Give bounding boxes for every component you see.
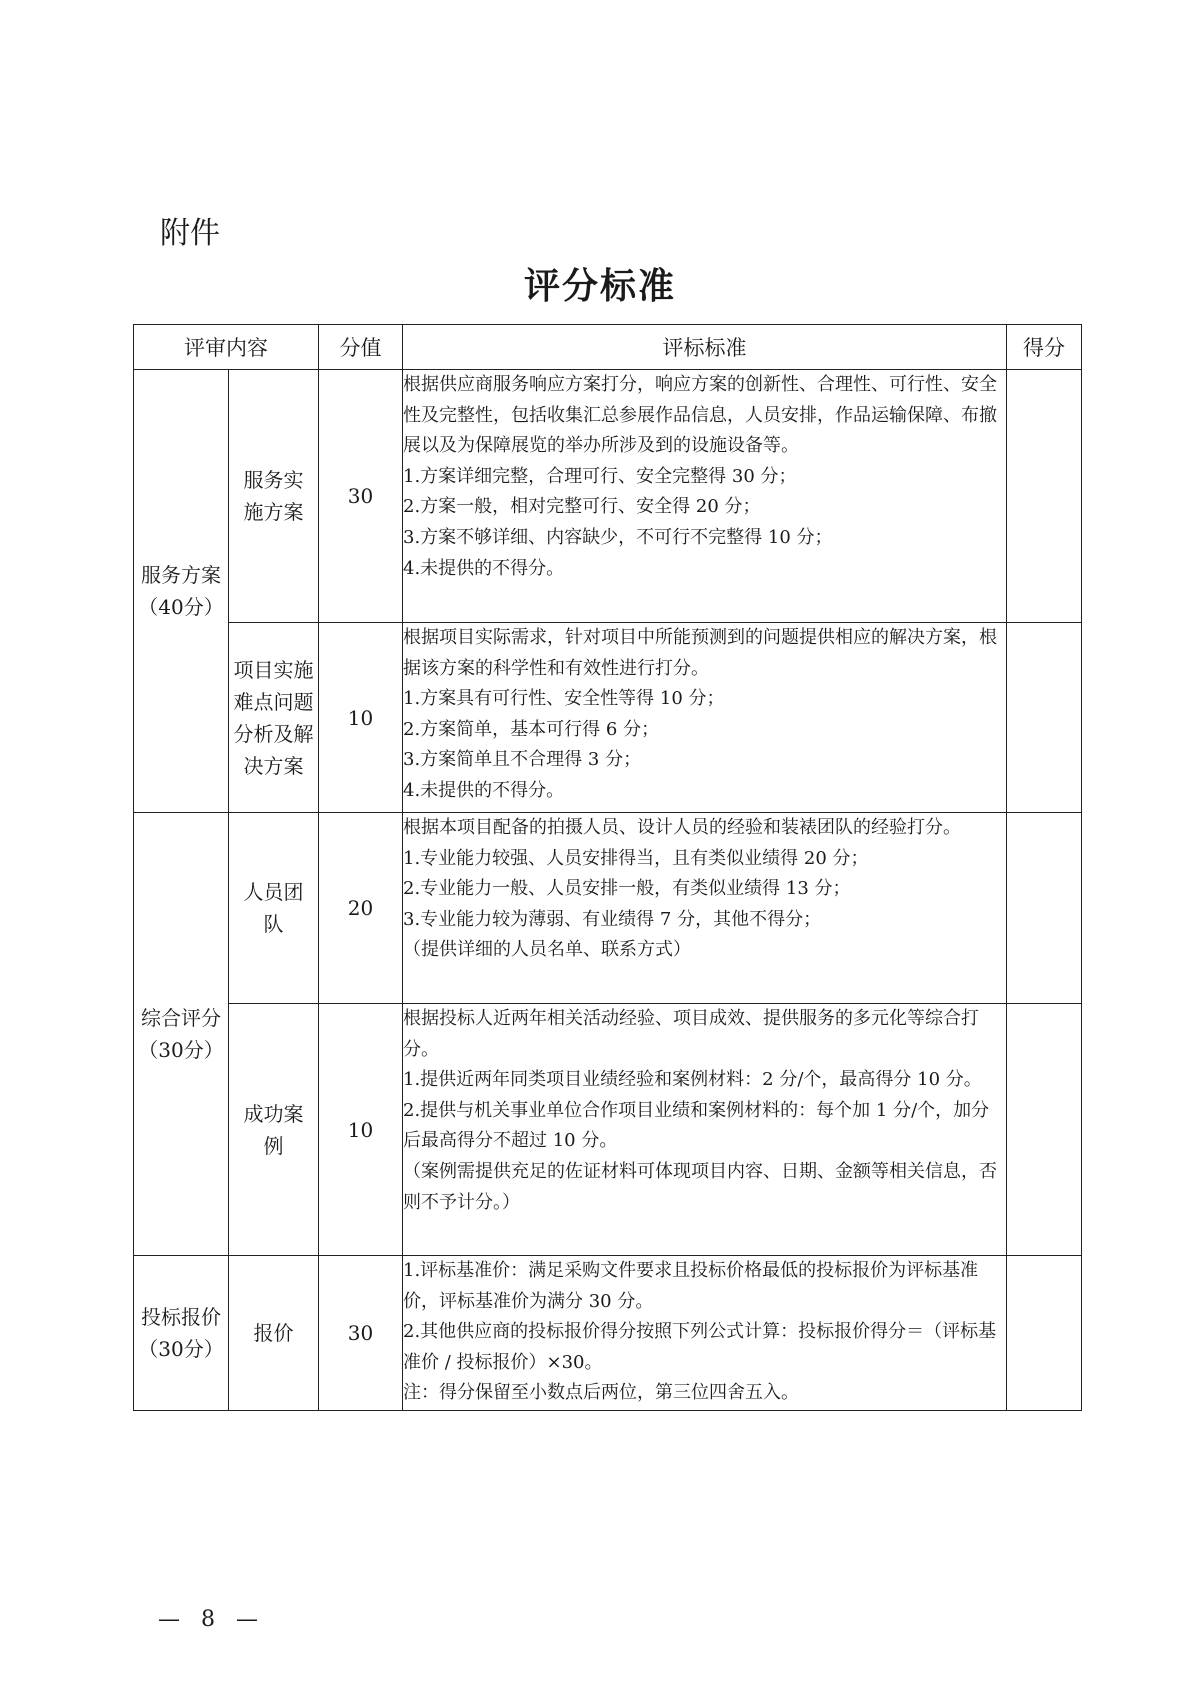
page-dash-right: — (236, 1607, 258, 1632)
item-name-cell: 成功案例 (229, 1004, 319, 1256)
page-title: 评分标准 (523, 266, 676, 307)
criteria-line: 3.专业能力较为薄弱、有业绩得 7 分，其他不得分； (403, 908, 822, 930)
item-name-cell: 报价 (229, 1256, 319, 1411)
criteria-cell (403, 813, 1007, 1004)
points-cell: 30 (319, 370, 403, 623)
score-cell (1007, 813, 1082, 1004)
attachment-label: 附件 (160, 216, 220, 251)
criteria-line: 1.方案详细完整，合理可行、安全完整得 30 分； (403, 465, 797, 487)
criteria-line: （案例需提供充足的佐证材料可体现项目内容、日期、金额等相关信息，否则不予计分。） (403, 1160, 997, 1213)
criteria-cell (403, 370, 1007, 623)
table-row (134, 370, 1082, 623)
table-row (134, 1256, 1082, 1411)
scoring-table (133, 324, 1082, 1411)
criteria-cell (403, 1256, 1007, 1411)
criteria-line: 4.未提供的不得分。 (403, 557, 565, 579)
header-review-content: 评审内容 (134, 325, 319, 370)
criteria-line: 2.提供与机关事业单位合作项目业绩和案例材料的：每个加 1 分/个，加分后最高得分不超过 10 分。 (403, 1099, 990, 1152)
criteria-cell (403, 1004, 1007, 1256)
points-cell: 10 (319, 1004, 403, 1256)
criteria-line: 1.提供近两年同类项目业绩经验和案例材料：2 分/个，最高得分 10 分。 (403, 1069, 982, 1091)
score-cell (1007, 623, 1082, 813)
criteria-line: （提供详细的人员名单、联系方式） (403, 939, 691, 961)
table-row (134, 623, 1082, 813)
criteria-line: 2.专业能力一般、人员安排一般，有类似业绩得 13 分； (403, 878, 851, 900)
criteria-line: 3.方案简单且不合理得 3 分； (403, 749, 642, 771)
item-name-cell: 人员团队 (229, 813, 319, 1004)
page-number-value: 8 (201, 1607, 215, 1632)
criteria-line: 1.方案具有可行性、安全性等得 10 分； (403, 688, 725, 710)
criteria-line: 根据本项目配备的拍摄人员、设计人员的经验和装裱团队的经验打分。 (403, 817, 961, 838)
criteria-line: 根据供应商服务响应方案打分，响应方案的创新性、合理性、可行性、安全性及完整性，包括收集汇总参展作品信息，人员安排，作品运输保障、布撤展以及为保障展览的举办所涉及到的设施设备等。 (403, 374, 997, 457)
points-cell: 30 (319, 1256, 403, 1411)
header-points: 分值 (319, 325, 403, 370)
criteria-line: 1.专业能力较强、人员安排得当，且有类似业绩得 20 分； (403, 847, 869, 869)
criteria-line: 根据投标人近两年相关活动经验、项目成效、提供服务的多元化等综合打分。 (403, 1008, 979, 1060)
header-criteria: 评标标准 (403, 325, 1007, 370)
criteria-line: 2.方案简单，基本可行得 6 分； (403, 718, 660, 740)
item-name-cell: 服务实施方案 (229, 370, 319, 623)
score-cell (1007, 1256, 1082, 1411)
points-cell: 10 (319, 623, 403, 813)
page-dash-left: — (158, 1607, 180, 1632)
criteria-cell (403, 623, 1007, 813)
page-number (158, 1605, 258, 1635)
table-header-row (134, 325, 1082, 370)
score-cell (1007, 370, 1082, 623)
points-cell: 20 (319, 813, 403, 1004)
score-cell (1007, 1004, 1082, 1256)
category-cell: 服务方案（40分） (134, 370, 229, 813)
table-row (134, 813, 1082, 1004)
category-cell: 投标报价（30分） (134, 1256, 229, 1411)
item-name-cell: 项目实施难点问题分析及解决方案 (229, 623, 319, 813)
header-score: 得分 (1007, 325, 1082, 370)
table-row (134, 1004, 1082, 1256)
criteria-line: 2.其他供应商的投标报价得分按照下列公式计算：投标报价得分＝（评标基准价 / 投标报价）×30。 (403, 1321, 997, 1373)
criteria-line: 2.方案一般，相对完整可行、安全得 20 分； (403, 496, 761, 518)
criteria-line: 4.未提供的不得分。 (403, 779, 565, 801)
criteria-line: 3.方案不够详细、内容缺少，不可行不完整得 10 分； (403, 526, 833, 548)
criteria-line: 根据项目实际需求，针对项目中所能预测到的问题提供相应的解决方案，根据该方案的科学性和有效性进行打分。 (403, 627, 997, 679)
criteria-line: 注：得分保留至小数点后两位，第三位四舍五入。 (403, 1382, 799, 1404)
criteria-line: 1.评标基准价：满足采购文件要求且投标价格最低的投标报价为评标基准价，评标基准价为满分 30 分。 (403, 1260, 979, 1312)
category-cell: 综合评分（30分） (134, 813, 229, 1256)
